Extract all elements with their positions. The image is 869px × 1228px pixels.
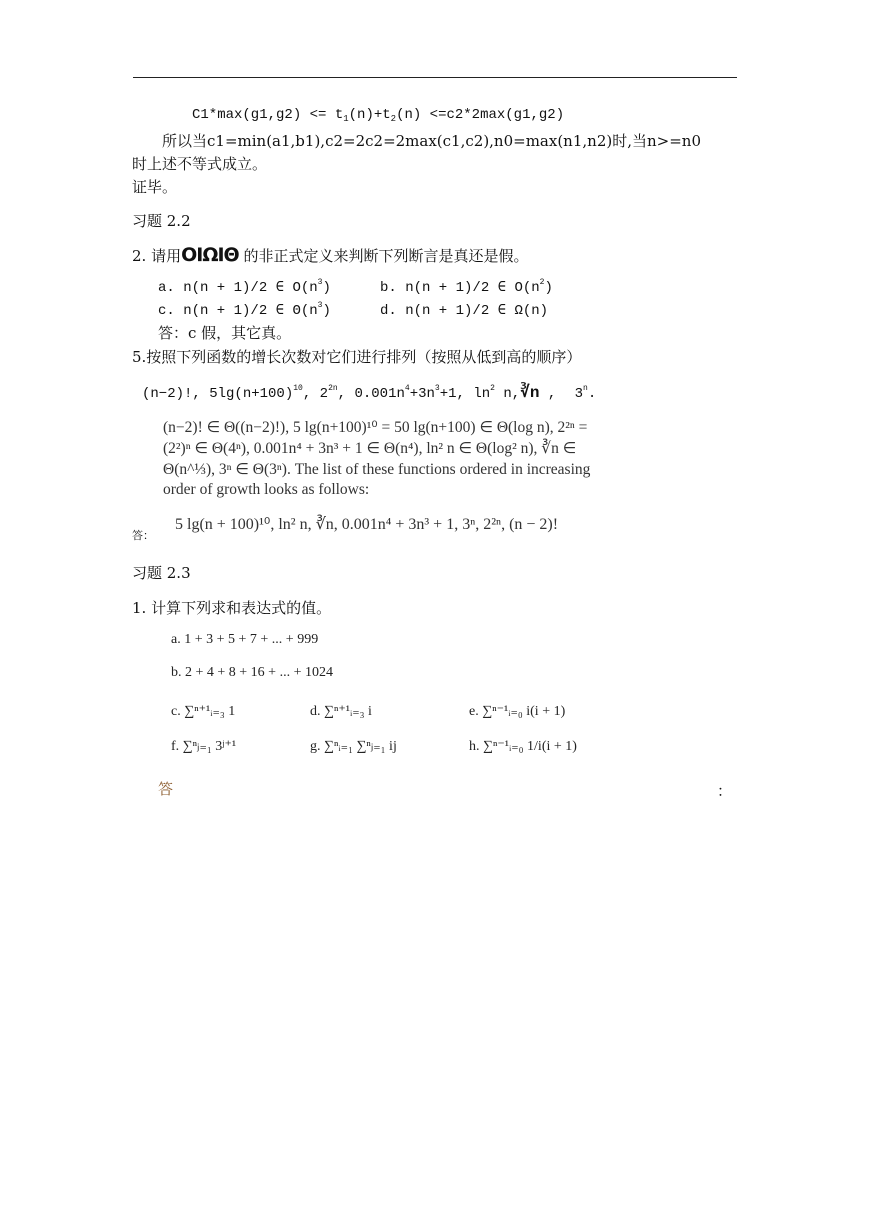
proof-line: 所以当c1=min(a1,b1),c2=2c2=2max(c1,c2),n0=max(n1,n2)时,当n>=n0	[162, 132, 701, 150]
sum-h: h. ∑ⁿ⁻¹ᵢ₌₀ 1/i(i + 1)	[469, 739, 577, 754]
proof-end: 证毕。	[132, 178, 178, 196]
assertion-a: a. n(n + 1)/2 ∈ $O(n^3)$	[158, 278, 331, 296]
ordered-function-list: 5 lg(n + 100)¹⁰, ln² n, ∛n, 0.001n⁴ + 3n³ + 1, 3ⁿ, 2²ⁿ, (n − 2)!	[175, 516, 559, 533]
inequality-line: $C1*\max(g1,g2) <= t_1(n)+t_2(n) <=c2*2\max(g1,g2)$	[192, 107, 565, 124]
sum-b: b. 2 + 4 + 8 + 16 + ... + 1024	[171, 665, 333, 680]
sum-f: f. ∑ⁿⱼ₌₁ 3ʲ⁺¹	[171, 739, 237, 754]
function-list: (n−2)!, $5\lg(n+100)^{10}$, $2^{2n}$, $0.001n^4+3n^3+1$, $\ln^2$ n,∛n , 3$^n$.	[142, 384, 597, 402]
final-answer-colon: ：	[717, 782, 733, 800]
solution-line-2: (2²)ⁿ ∈ Θ(4ⁿ), 0.001n⁴ + 3n³ + 1 ∈ Θ(n⁴), ln² n ∈ Θ(log² n), ∛n ∈	[163, 440, 577, 457]
final-answer-label: 答	[158, 780, 174, 798]
asymptotic-symbols: OΙΩΙΘ	[181, 244, 239, 266]
assertion-b: b. n(n + 1)/2 ∈ $O(n^2)$	[380, 278, 553, 296]
sum-e: e. ∑ⁿ⁻¹ᵢ₌₀ i(i + 1)	[469, 704, 566, 719]
assertion-c: c. n(n + 1)/2 ∈ $\Theta(n^3)$	[158, 301, 331, 319]
proof-line-cont: 时上述不等式成立。	[132, 155, 268, 173]
solution-line-3: Θ(n^⅓), 3ⁿ ∈ Θ(3ⁿ). The list of these functions ordered in increasing	[163, 461, 591, 478]
section-heading-2-2: 习题 2.2	[132, 212, 191, 230]
sum-d: d. ∑ⁿ⁺¹ᵢ₌₃ i	[310, 704, 372, 719]
header-rule	[133, 77, 737, 78]
assertion-d: d. n(n + 1)/2 ∈ Ω(n)	[380, 303, 549, 319]
question-1: 1. 计算下列求和表达式的值。	[132, 599, 332, 617]
solution-line-4: order of growth looks as follows:	[163, 481, 370, 498]
sum-a: a. 1 + 3 + 5 + 7 + ... + 999	[171, 632, 319, 647]
answer-2: 答：c 假，其它真。	[158, 324, 292, 342]
section-heading-2-3: 习题 2.3	[132, 564, 191, 582]
question-2: 2. 请用OΙΩΙΘ 的非正式定义来判断下列断言是真还是假。	[132, 244, 529, 266]
answer-label: 答：	[132, 529, 154, 542]
solution-line-1: (n−2)! ∈ Θ((n−2)!), 5 lg(n+100)¹⁰ = 50 lg(n+100) ∈ Θ(log n), 2²ⁿ =	[163, 419, 588, 436]
sum-g: g. ∑ⁿᵢ₌₁ ∑ⁿⱼ₌₁ ij	[310, 739, 397, 754]
sum-c: c. ∑ⁿ⁺¹ᵢ₌₃ 1	[171, 704, 236, 719]
question-5: 5.按照下列函数的增长次数对它们进行排列（按照从低到高的顺序）	[132, 348, 582, 366]
